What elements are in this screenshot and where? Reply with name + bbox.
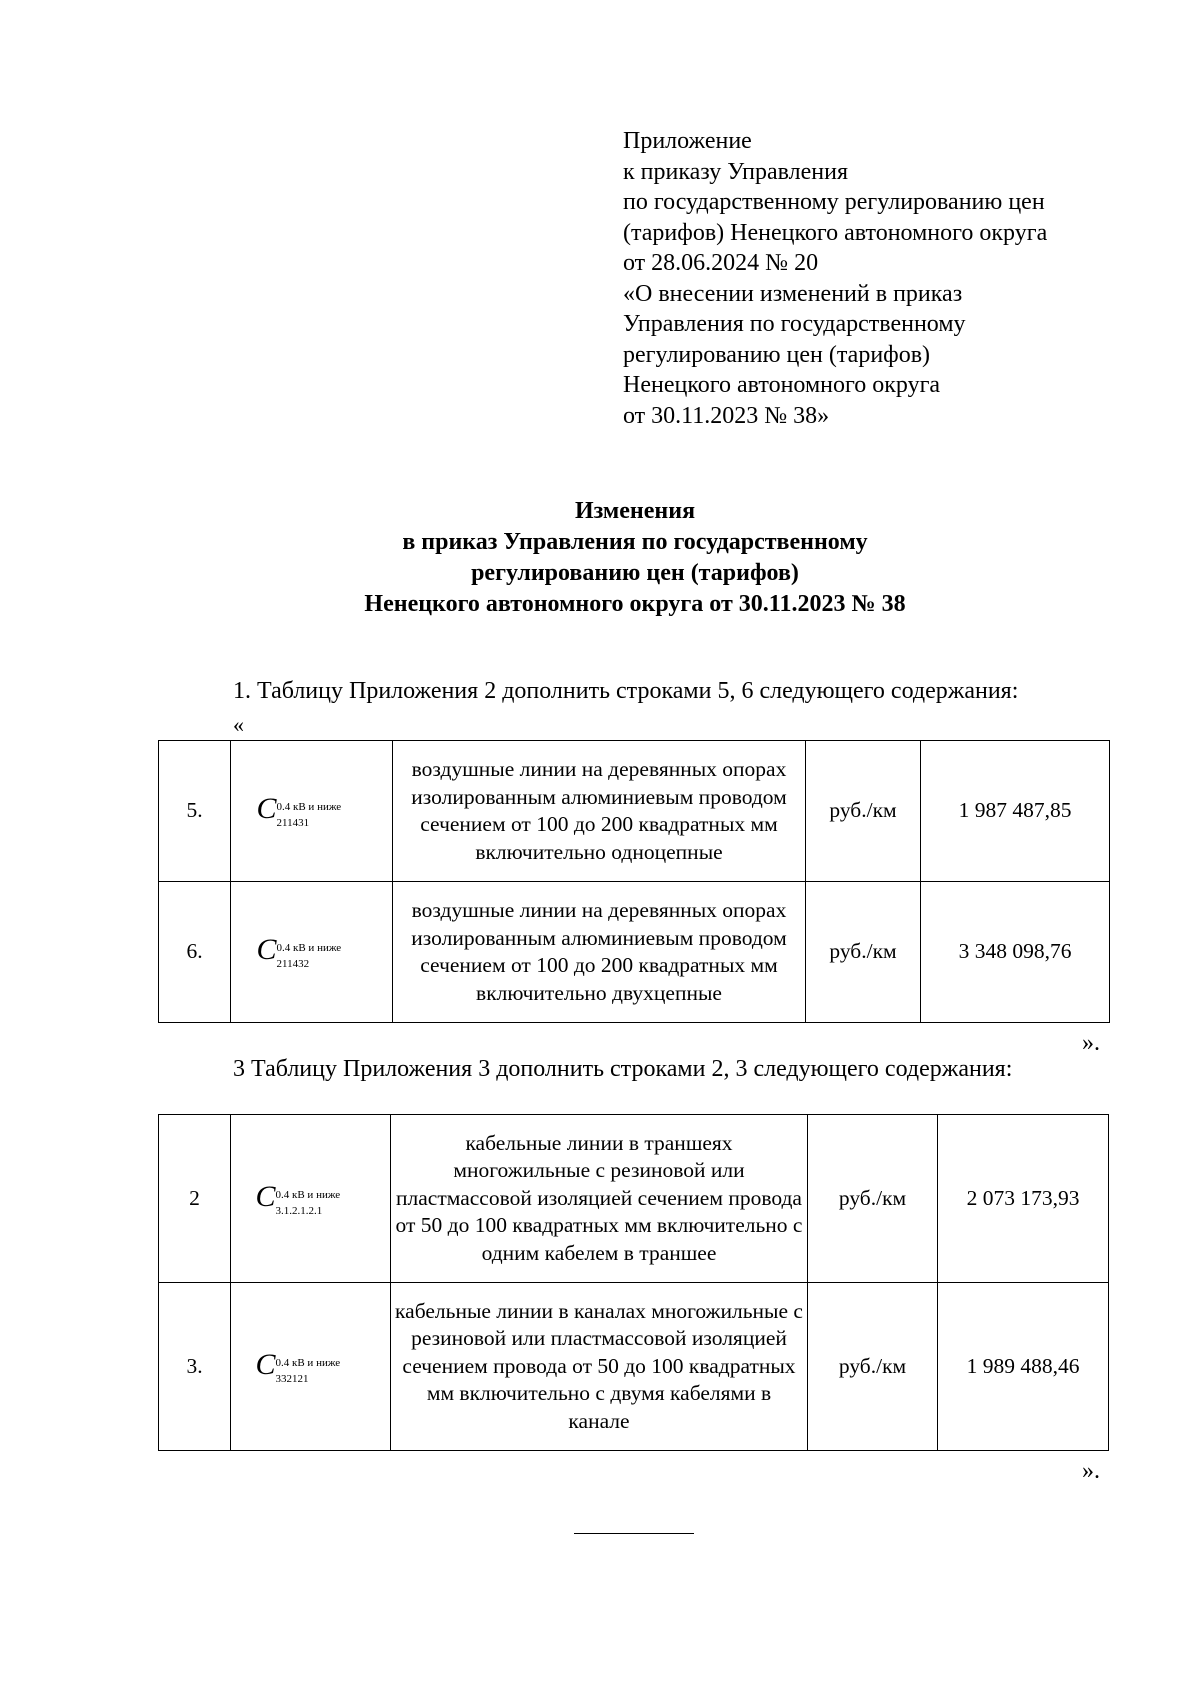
appendix-line: Ненецкого автономного округа: [623, 372, 941, 398]
section1-quote-close: ».: [1082, 1030, 1100, 1056]
row-description: воздушные линии на деревянных опорах изолированным алюминиевым проводом сечением от 100 до 200 квадратных мм включительно одноцепные: [393, 741, 806, 882]
tariff-symbol-cell: [231, 1283, 391, 1451]
symbol-letter: C: [256, 933, 277, 966]
title-line: регулированию цен (тарифов): [471, 560, 799, 586]
table-row: [159, 1283, 1109, 1451]
appendix-line: регулированию цен (тарифов): [623, 341, 931, 368]
section2-quote-close: ».: [1082, 1458, 1100, 1484]
row-value: 2 073 173,93: [938, 1115, 1109, 1283]
tariff-symbol: [255, 1179, 366, 1217]
row-number: 6.: [159, 882, 231, 1023]
tariff-symbol-cell: [231, 882, 393, 1023]
appendix-header: [623, 126, 1143, 431]
row-description: кабельные линии в траншеях многожильные с резиновой или пластмассовой изоляцией сечением провода от 50 до 100 квадратных мм включительно с одним кабелем в траншее: [391, 1115, 808, 1283]
row-value: 3 348 098,76: [921, 882, 1110, 1023]
row-unit: руб./км: [808, 1115, 938, 1283]
section2-text: 3 Таблицу Приложения 3 дополнить строками 2, 3 следующего содержания:: [233, 1056, 1013, 1082]
tariff-symbol: [257, 794, 367, 828]
row-unit: руб./км: [808, 1283, 938, 1451]
symbol-letter: C: [255, 1347, 276, 1381]
row-number: 2: [159, 1115, 231, 1283]
appendix-line: от 28.06.2024 № 20: [623, 250, 819, 276]
symbol-superscript: 0.4 кВ и ниже: [275, 1356, 341, 1369]
document-title: [0, 496, 1200, 620]
appendix-line: по государственному регулированию цен: [623, 189, 1045, 215]
title-line: Ненецкого автономного округа от 30.11.2023 № 38: [364, 591, 906, 617]
row-unit: руб./км: [806, 882, 921, 1023]
title-line: в приказ Управления по государственному: [402, 529, 868, 555]
symbol-subscript: 211432: [276, 958, 310, 970]
appendix-line: к приказу Управления: [623, 158, 849, 185]
appendix-line: Управления по государственному: [623, 311, 966, 337]
table-row: [159, 882, 1110, 1023]
symbol-letter: C: [256, 792, 277, 825]
row-description: кабельные линии в каналах многожильные с резиновой или пластмассовой изоляцией сечением провода от 50 до 100 квадратных мм включительно с двумя кабелями в канале: [391, 1283, 808, 1451]
row-unit: руб./км: [806, 741, 921, 882]
row-value: 1 987 487,85: [921, 741, 1110, 882]
tariff-symbol: [255, 1347, 366, 1385]
tariff-symbol-cell: [231, 741, 393, 882]
symbol-superscript: 0.4 кВ и ниже: [276, 801, 342, 813]
row-description: воздушные линии на деревянных опорах изолированным алюминиевым проводом сечением от 100 до 200 квадратных мм включительно двухцепные: [393, 882, 806, 1023]
appendix-line: Приложение: [623, 128, 752, 154]
row-value: 1 989 488,46: [938, 1283, 1109, 1451]
symbol-letter: C: [255, 1179, 276, 1213]
title-line: Изменения: [574, 498, 696, 524]
section1-text: 1. Таблицу Приложения 2 дополнить строками 5, 6 следующего содержания:: [233, 678, 1019, 704]
section1-quote-open: «: [233, 712, 244, 737]
table-row: [159, 741, 1110, 882]
section1-table: [158, 740, 1110, 1023]
closing-rule: [574, 1533, 694, 1534]
symbol-superscript: 0.4 кВ и ниже: [276, 942, 342, 954]
section2-table: [158, 1114, 1109, 1451]
tariff-symbol: [257, 935, 367, 969]
row-number: 3.: [159, 1283, 231, 1451]
symbol-superscript: 0.4 кВ и ниже: [275, 1188, 341, 1201]
table-row: [159, 1115, 1109, 1283]
tariff-symbol-cell: [231, 1115, 391, 1283]
appendix-line: от 30.11.2023 № 38»: [623, 402, 830, 429]
symbol-subscript: 211431: [276, 817, 310, 829]
appendix-line: (тарифов) Ненецкого автономного округа: [623, 219, 1048, 246]
symbol-subscript: 3.1.2.1.2.1: [275, 1204, 323, 1217]
appendix-line: «О внесении изменений в приказ: [623, 280, 963, 307]
symbol-subscript: 332121: [275, 1372, 309, 1385]
row-number: 5.: [159, 741, 231, 882]
